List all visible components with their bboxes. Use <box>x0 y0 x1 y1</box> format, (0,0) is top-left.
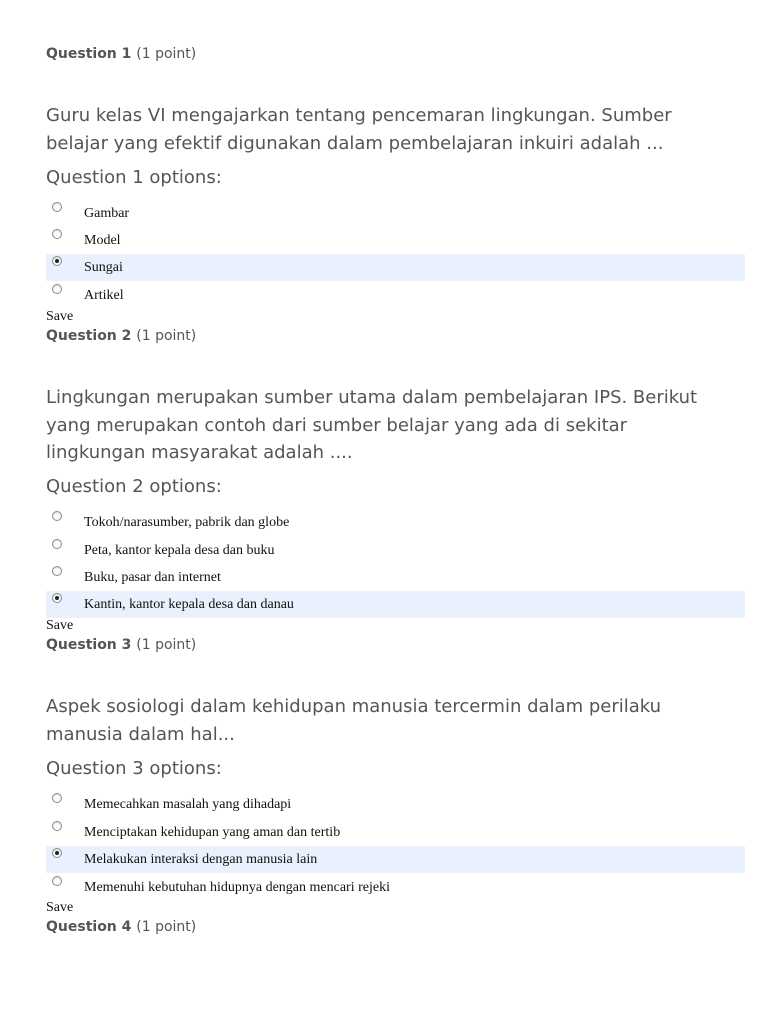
option-model[interactable] <box>46 227 745 254</box>
option-label: Buku, pasar dan internet <box>84 570 221 585</box>
radio-button[interactable] <box>52 284 62 294</box>
radio-button[interactable] <box>52 566 62 576</box>
option-memenuhi[interactable] <box>46 874 745 901</box>
option-buku[interactable] <box>46 564 745 591</box>
question-text-line: yang merupakan contoh dari sumber belajar yang ada di sekitar <box>46 414 628 436</box>
radio-button[interactable] <box>52 511 62 521</box>
option-label: Memenuhi kebutuhan hidupnya dengan mencari rejeki <box>84 880 390 895</box>
question-heading <box>46 919 196 935</box>
option-melakukan[interactable] <box>46 846 745 873</box>
radio-button-checked[interactable] <box>52 256 62 266</box>
question-text-line: Lingkungan merupakan sumber utama dalam pembelajaran IPS. Berikut <box>46 387 698 408</box>
radio-button[interactable] <box>52 539 62 549</box>
question-text-line: manusia dalam hal... <box>46 723 235 745</box>
option-label: Peta, kantor kepala desa dan buku <box>84 543 275 558</box>
question-number: Question 3 <box>46 637 132 653</box>
save-link[interactable]: Save <box>46 309 74 324</box>
save-link[interactable]: Save <box>46 618 74 633</box>
option-memecahkan[interactable] <box>46 791 745 818</box>
question-number: Question 2 <box>46 328 132 344</box>
radio-button[interactable] <box>52 876 62 886</box>
option-sungai[interactable] <box>46 254 745 281</box>
question-text <box>46 102 746 157</box>
question-number: Question 4 <box>46 919 132 935</box>
options-label: Question 3 options: <box>46 758 222 779</box>
question-heading <box>46 46 196 62</box>
question-text <box>46 384 746 467</box>
radio-button-checked[interactable] <box>52 593 62 603</box>
radio-button[interactable] <box>52 793 62 803</box>
option-label: Artikel <box>84 288 124 303</box>
question-points: (1 point) <box>136 919 197 935</box>
question-number: Question 1 <box>46 46 132 62</box>
option-tokoh[interactable] <box>46 509 745 536</box>
option-label: Menciptakan kehidupan yang aman dan tertib <box>84 825 341 840</box>
option-label: Model <box>84 233 121 248</box>
question-text-line: lingkungan masyarakat adalah .... <box>46 442 353 463</box>
option-peta[interactable] <box>46 537 745 564</box>
radio-button[interactable] <box>52 202 62 212</box>
option-label: Gambar <box>84 206 130 221</box>
radio-button-checked[interactable] <box>52 848 62 858</box>
question-text-line: Guru kelas VI mengajarkan tentang pencemaran lingkungan. Sumber <box>46 105 672 126</box>
options-label: Question 1 options: <box>46 167 222 188</box>
option-label: Kantin, kantor kepala desa dan danau <box>84 597 294 612</box>
radio-button[interactable] <box>52 229 62 239</box>
option-artikel[interactable] <box>46 282 745 309</box>
option-label: Memecahkan masalah yang dihadapi <box>84 797 292 812</box>
option-menciptakan[interactable] <box>46 819 745 846</box>
question-points: (1 point) <box>136 46 197 62</box>
option-label: Tokoh/narasumber, pabrik dan globe <box>84 515 290 530</box>
question-points: (1 point) <box>136 328 197 344</box>
question-text-line: belajar yang efektif digunakan dalam pembelajaran inkuiri adalah ... <box>46 132 664 154</box>
option-gambar[interactable] <box>46 200 745 227</box>
question-heading <box>46 328 196 344</box>
options-label: Question 2 options: <box>46 476 222 497</box>
option-label: Sungai <box>84 260 123 275</box>
option-kantin[interactable] <box>46 591 745 618</box>
radio-button[interactable] <box>52 821 62 831</box>
question-text <box>46 693 746 748</box>
question-points: (1 point) <box>136 637 197 653</box>
question-text-line: Aspek sosiologi dalam kehidupan manusia tercermin dalam perilaku <box>46 696 662 717</box>
option-label: Melakukan interaksi dengan manusia lain <box>84 852 318 867</box>
question-heading <box>46 637 196 653</box>
save-link[interactable]: Save <box>46 900 74 915</box>
